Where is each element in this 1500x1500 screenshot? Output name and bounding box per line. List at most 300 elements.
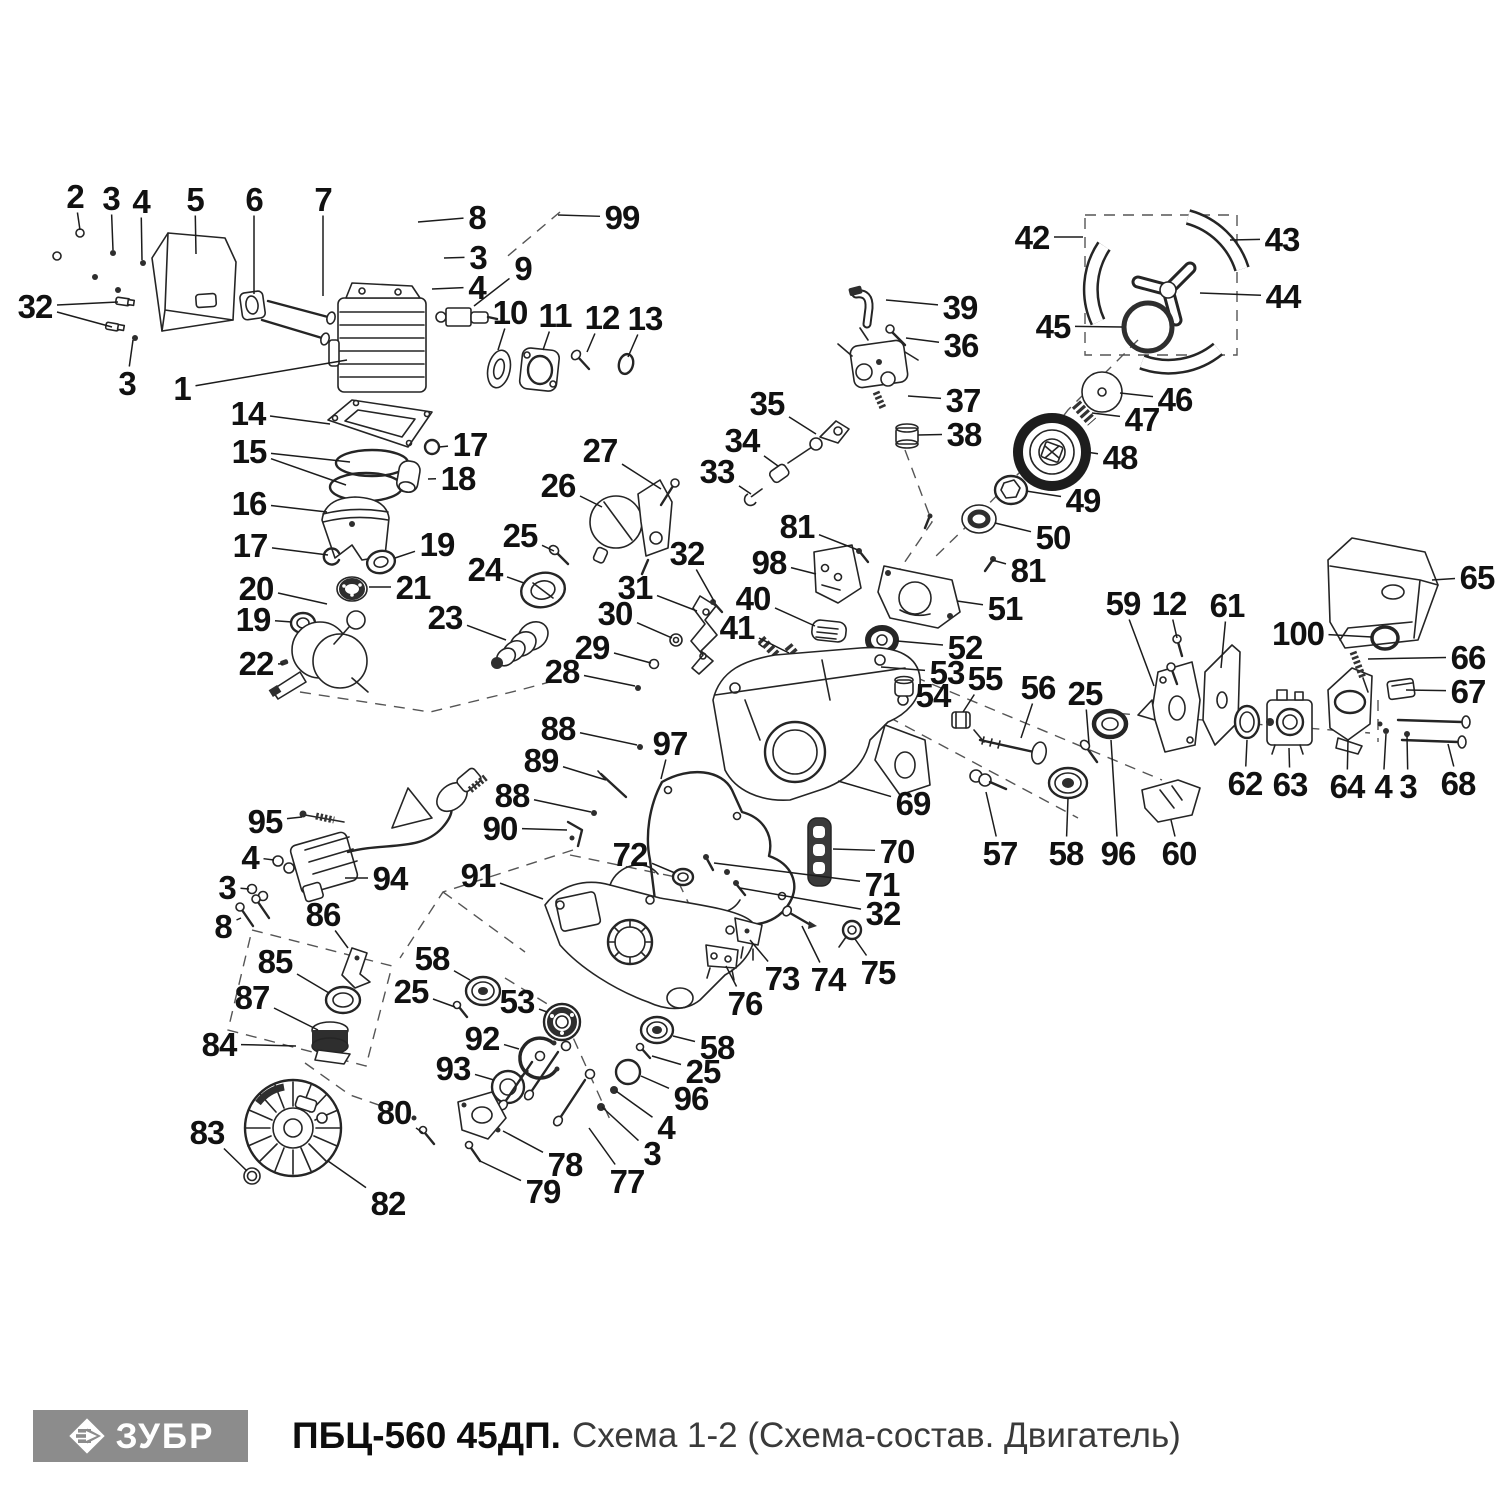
part-label-86: 86 <box>305 895 341 933</box>
part-bolt-12-top <box>570 349 589 369</box>
leader-line-34 <box>764 456 778 466</box>
leader-line-85 <box>297 974 329 993</box>
part-label-62: 62 <box>1227 764 1263 802</box>
part-label-25: 25 <box>502 516 538 554</box>
part-bearing-53B <box>544 1004 580 1040</box>
part-label-3: 3 <box>469 238 487 276</box>
leader-line-32 <box>57 302 118 305</box>
part-label-71: 71 <box>864 865 900 903</box>
part-label-58: 58 <box>1048 834 1084 872</box>
leader-line-68 <box>1448 744 1454 767</box>
part-label-98: 98 <box>751 543 787 581</box>
part-grommet-72 <box>673 869 693 885</box>
zubr-logo-icon <box>67 1416 107 1456</box>
part-bolt-56 <box>980 737 1048 765</box>
leader-line-45 <box>1075 326 1122 327</box>
part-ring-29 <box>650 660 659 669</box>
part-washer-85 <box>326 987 360 1013</box>
part-bolts-7 <box>262 301 336 346</box>
part-label-4: 4 <box>132 182 150 220</box>
footer <box>0 1395 1500 1500</box>
part-label-1: 1 <box>173 369 191 407</box>
leader-line-66 <box>1368 657 1446 659</box>
model-name: ПБЦ-560 45ДП. <box>292 1415 561 1456</box>
part-tensioner-31 <box>691 596 717 674</box>
part-label-26: 26 <box>540 466 576 504</box>
part-oiler-assembly-37 <box>838 328 918 408</box>
part-crankshaft-20 <box>269 611 368 699</box>
part-label-10: 10 <box>492 293 528 331</box>
leader-line-10 <box>498 329 505 351</box>
part-intake-boot-64 <box>1328 668 1372 754</box>
part-label-81: 81 <box>779 507 815 545</box>
part-head-gasket-14 <box>328 400 432 447</box>
leader-line-29 <box>614 653 651 663</box>
part-label-8: 8 <box>468 198 486 236</box>
part-pin-28 <box>635 685 641 691</box>
leader-line-3 <box>112 215 113 251</box>
part-label-8: 8 <box>214 907 232 945</box>
leader-line-25 <box>1086 710 1089 745</box>
part-label-53: 53 <box>499 982 535 1020</box>
leader-line-55 <box>963 695 974 713</box>
part-label-46: 46 <box>1157 380 1193 418</box>
part-label-3: 3 <box>218 868 236 906</box>
leader-line-27 <box>622 464 661 489</box>
leader-line-67 <box>1406 690 1446 691</box>
part-pins-88-89-90 <box>568 744 643 846</box>
leader-line-62 <box>1246 740 1247 767</box>
part-label-5: 5 <box>186 180 204 218</box>
part-label-34: 34 <box>724 421 760 459</box>
leader-line-3 <box>602 1107 639 1141</box>
leader-line-24 <box>507 577 524 583</box>
leader-line-4 <box>141 218 142 261</box>
leader-line-96 <box>641 1076 669 1088</box>
part-screw-80 <box>412 1116 435 1145</box>
leader-line-81 <box>992 560 1006 564</box>
part-label-64: 64 <box>1329 767 1365 805</box>
leader-line-28 <box>584 676 635 686</box>
part-label-78: 78 <box>547 1145 583 1183</box>
part-label-99: 99 <box>604 198 640 236</box>
part-label-51: 51 <box>987 589 1023 627</box>
leader-line-32 <box>57 312 112 327</box>
part-bolt-95 <box>300 811 345 823</box>
leader-line-4 <box>616 1091 653 1117</box>
part-label-50: 50 <box>1035 518 1071 556</box>
part-label-44: 44 <box>1265 277 1301 315</box>
leader-line-31 <box>657 596 697 611</box>
part-label-49: 49 <box>1065 481 1101 519</box>
leader-line-53 <box>539 1009 547 1012</box>
part-label-3: 3 <box>118 364 136 402</box>
part-label-2: 2 <box>66 177 84 215</box>
part-label-97: 97 <box>652 724 688 762</box>
part-label-87: 87 <box>234 978 270 1016</box>
part-label-35: 35 <box>749 384 785 422</box>
leader-line-3 <box>1407 736 1408 770</box>
leader-line-1 <box>196 360 348 386</box>
part-muffler-5 <box>152 233 236 331</box>
part-clutch-drum-48 <box>1018 418 1086 486</box>
part-label-94: 94 <box>372 859 408 897</box>
leader-line-20 <box>278 593 327 604</box>
part-label-20: 20 <box>238 569 274 607</box>
part-label-19: 19 <box>419 525 455 563</box>
part-washer-46 <box>1082 372 1122 412</box>
part-label-12: 12 <box>1151 584 1187 622</box>
leader-line-84 <box>241 1045 296 1046</box>
leader-line-4 <box>432 288 464 289</box>
part-label-75: 75 <box>860 953 896 991</box>
part-label-3: 3 <box>102 179 120 217</box>
part-key-22 <box>280 659 289 666</box>
part-clutch-spring-45 <box>1124 303 1172 351</box>
part-label-74: 74 <box>810 960 846 998</box>
part-label-31: 31 <box>617 568 653 606</box>
part-label-96: 96 <box>673 1079 709 1117</box>
part-label-55: 55 <box>967 659 1003 697</box>
part-label-17: 17 <box>232 526 268 564</box>
part-label-82: 82 <box>370 1184 406 1222</box>
part-plate-60 <box>1142 780 1200 822</box>
part-label-90: 90 <box>482 809 518 847</box>
part-wrist-pin-18 <box>395 459 421 493</box>
leader-line-91 <box>500 883 543 899</box>
leader-line-4 <box>1384 734 1386 770</box>
part-label-7: 7 <box>314 180 332 218</box>
part-label-58: 58 <box>414 939 450 977</box>
leader-line-93 <box>475 1074 494 1080</box>
part-switch-67 <box>1387 678 1415 699</box>
part-label-84: 84 <box>201 1025 237 1063</box>
leader-line-58 <box>454 971 470 980</box>
leader-line-52 <box>897 641 943 645</box>
part-label-83: 83 <box>189 1113 225 1151</box>
part-label-76: 76 <box>727 984 763 1022</box>
part-air-filter-cover-65 <box>1328 538 1438 648</box>
leader-line-33 <box>739 486 751 494</box>
part-label-48: 48 <box>1102 438 1138 476</box>
leader-line-32 <box>740 888 861 909</box>
leader-line-79 <box>480 1161 521 1181</box>
part-plate-40 <box>811 619 847 642</box>
part-piston-stop-87 <box>312 1022 350 1064</box>
schema-subtitle: Схема 1-2 (Схема-состав. Двигатель) <box>571 1416 1181 1455</box>
leader-line-95 <box>287 817 302 819</box>
part-label-30: 30 <box>597 594 633 632</box>
part-drum-washer-58a <box>1049 768 1087 798</box>
leader-line-37 <box>908 396 941 398</box>
part-label-13: 13 <box>627 299 663 337</box>
part-bolt-25L <box>454 1002 468 1018</box>
part-chain-plate-98 <box>814 545 861 603</box>
part-nut-55 <box>952 712 984 742</box>
part-screws-71-32b <box>703 854 745 895</box>
part-label-63: 63 <box>1272 765 1308 803</box>
part-label-18: 18 <box>440 459 476 497</box>
part-oil-pump-cover-51 <box>878 566 960 628</box>
leader-line-58 <box>1067 798 1068 837</box>
leader-line-8 <box>237 918 242 920</box>
part-label-96: 96 <box>1100 834 1136 872</box>
part-label-53: 53 <box>929 653 965 691</box>
leader-line-15 <box>271 459 346 485</box>
leader-line-19 <box>275 621 292 622</box>
leader-line-97 <box>661 760 666 780</box>
part-label-39: 39 <box>942 288 978 326</box>
leader-line-96 <box>1111 740 1117 837</box>
part-screw-79 <box>466 1142 481 1162</box>
leader-line-4 <box>264 859 275 860</box>
part-label-38: 38 <box>946 415 982 453</box>
part-label-25: 25 <box>393 972 429 1010</box>
part-label-92: 92 <box>464 1019 500 1057</box>
part-label-32: 32 <box>17 287 53 325</box>
leader-line-51 <box>957 601 983 605</box>
part-bearing-58R <box>641 1017 673 1043</box>
part-label-21: 21 <box>395 568 431 606</box>
zubr-logo <box>33 1410 248 1462</box>
part-label-61: 61 <box>1209 586 1245 624</box>
part-label-16: 16 <box>231 484 267 522</box>
part-bolt-25c <box>1079 739 1097 762</box>
part-label-65: 65 <box>1459 558 1495 596</box>
leader-line-17 <box>272 548 328 555</box>
part-label-4: 4 <box>468 268 486 306</box>
part-label-4: 4 <box>1374 767 1392 805</box>
part-circlip-17a <box>425 440 439 454</box>
part-label-9: 9 <box>514 249 532 287</box>
part-label-88: 88 <box>540 709 576 747</box>
part-purge-pump-26 <box>590 496 642 564</box>
pin-32a <box>116 297 135 306</box>
part-flywheel-82 <box>245 1080 341 1176</box>
part-label-15: 15 <box>231 432 267 470</box>
part-bolts-68 <box>1378 716 1471 748</box>
part-label-59: 59 <box>1105 584 1141 622</box>
leader-line-47 <box>1092 413 1120 416</box>
leader-line-43 <box>1230 239 1260 240</box>
part-label-12: 12 <box>584 298 620 336</box>
part-label-89: 89 <box>523 741 559 779</box>
part-label-40: 40 <box>735 579 771 617</box>
part-label-28: 28 <box>544 652 580 690</box>
part-seal-24 <box>518 569 568 611</box>
leader-line-23 <box>467 625 506 640</box>
leader-line-44 <box>1200 293 1261 295</box>
part-washer-10 <box>484 348 513 390</box>
part-throttle-rod-35 <box>745 421 849 505</box>
leader-line-16 <box>271 506 327 512</box>
part-gasket-6 <box>239 290 266 320</box>
leader-line-46 <box>1120 393 1153 397</box>
leader-line-17 <box>439 446 448 447</box>
leader-line-58 <box>673 1036 695 1042</box>
part-label-81: 81 <box>1010 551 1046 589</box>
part-label-69: 69 <box>895 784 931 822</box>
leader-line-87 <box>274 1008 318 1030</box>
part-label-67: 67 <box>1450 672 1486 710</box>
leader-line-12 <box>587 334 595 353</box>
leader-line-5 <box>195 216 196 255</box>
part-label-47: 47 <box>1124 400 1160 438</box>
part-label-36: 36 <box>943 326 979 364</box>
part-label-66: 66 <box>1450 638 1486 676</box>
part-label-6: 6 <box>245 180 263 218</box>
part-label-19: 19 <box>235 600 271 638</box>
part-label-60: 60 <box>1161 834 1197 872</box>
part-label-43: 43 <box>1264 220 1300 258</box>
leader-line-74 <box>802 926 820 963</box>
leader-line-98 <box>791 568 816 574</box>
part-worm-gear-57 <box>970 770 1006 789</box>
leader-line-50 <box>995 523 1031 532</box>
leader-line-40 <box>775 608 815 626</box>
part-washers-4L <box>273 856 294 873</box>
part-label-73: 73 <box>764 959 800 997</box>
leader-line-8 <box>418 218 464 222</box>
part-bolt-25a <box>548 544 568 564</box>
part-label-80: 80 <box>376 1093 412 1131</box>
leader-line-38 <box>918 434 942 435</box>
leader-line-41 <box>758 644 763 648</box>
part-label-56: 56 <box>1020 668 1056 706</box>
leader-line-63 <box>1289 748 1290 768</box>
part-label-25: 25 <box>1067 674 1103 712</box>
leader-line-86 <box>335 931 348 949</box>
part-elbow-39 <box>848 285 869 324</box>
part-spacer-30 <box>670 634 682 646</box>
part-piston-rings-15 <box>330 450 408 501</box>
part-ring-62 <box>1235 706 1259 738</box>
part-label-70: 70 <box>879 832 915 870</box>
leader-line-59 <box>1129 620 1154 687</box>
part-label-52: 52 <box>947 628 983 666</box>
part-crankcase-69 <box>713 648 930 801</box>
part-grommet-38 <box>896 424 918 448</box>
part-flange-11 <box>519 347 560 392</box>
part-cylinder-1 <box>329 283 426 392</box>
leader-line-14 <box>270 416 330 424</box>
leader-line-19 <box>395 551 415 558</box>
leader-line-3 <box>129 340 133 367</box>
leader-line-36 <box>906 338 939 342</box>
diagram-title <box>292 1410 1181 1462</box>
part-spark-plug-9 <box>436 308 497 326</box>
part-label-4: 4 <box>241 838 259 876</box>
part-label-32: 32 <box>865 894 901 932</box>
leader-line-3 <box>241 888 250 889</box>
brand-name: ЗУБР <box>115 1416 215 1456</box>
part-cap-54 <box>895 677 913 697</box>
part-label-58: 58 <box>699 1028 735 1066</box>
leader-line-82 <box>328 1161 366 1188</box>
part-label-14: 14 <box>230 394 266 432</box>
leader-line-90 <box>522 829 567 830</box>
part-label-33: 33 <box>699 452 735 490</box>
part-label-88: 88 <box>494 776 530 814</box>
part-label-4: 4 <box>657 1108 675 1146</box>
leader-line-92 <box>504 1045 519 1049</box>
leader-line-26 <box>580 496 602 507</box>
part-label-32: 32 <box>669 534 705 572</box>
part-label-42: 42 <box>1014 218 1050 256</box>
leader-line-2 <box>77 213 80 231</box>
leader-line-11 <box>543 332 549 351</box>
part-label-3: 3 <box>1399 767 1417 805</box>
part-label-27: 27 <box>582 431 618 469</box>
part-oring-13 <box>617 353 635 376</box>
leader-line-83 <box>224 1149 247 1172</box>
leader-line-88 <box>580 733 637 745</box>
part-label-25: 25 <box>685 1052 721 1090</box>
leader-line-30 <box>637 623 672 638</box>
leader-line-25 <box>652 1056 681 1065</box>
part-label-29: 29 <box>574 628 610 666</box>
part-label-85: 85 <box>257 942 293 980</box>
leader-line-25 <box>433 999 455 1007</box>
part-label-22: 22 <box>238 644 274 682</box>
part-label-68: 68 <box>1440 764 1476 802</box>
part-carburetor-63 <box>1266 690 1312 754</box>
part-label-24: 24 <box>467 550 503 588</box>
leader-line-77 <box>589 1128 615 1165</box>
part-bearing-21 <box>337 577 367 601</box>
part-label-23: 23 <box>427 598 463 636</box>
leader-line-35 <box>789 417 816 434</box>
part-label-91: 91 <box>460 856 496 894</box>
part-bearing-49 <box>995 476 1027 504</box>
part-label-57: 57 <box>982 834 1018 872</box>
part-label-45: 45 <box>1035 307 1071 345</box>
leader-line-64 <box>1347 740 1348 770</box>
leader-line-39 <box>886 300 938 305</box>
part-screw-74 <box>781 905 817 929</box>
part-label-54: 54 <box>915 676 951 714</box>
part-seal-96a <box>1094 711 1126 737</box>
part-washer-96B <box>616 1060 640 1084</box>
leader-line-78 <box>503 1131 543 1152</box>
part-label-72: 72 <box>612 835 648 873</box>
part-label-37: 37 <box>945 381 981 419</box>
part-label-11: 11 <box>538 296 572 334</box>
part-washer-50 <box>962 505 996 533</box>
leader-line-69 <box>838 781 891 797</box>
leader-line-99 <box>558 215 600 216</box>
leader-line-13 <box>628 335 638 358</box>
part-label-100: 100 <box>1271 614 1325 652</box>
part-bolt-25R <box>637 1044 651 1059</box>
part-label-79: 79 <box>525 1172 561 1210</box>
leader-line-70 <box>833 849 875 850</box>
leader-line-56 <box>1021 704 1033 739</box>
part-label-93: 93 <box>435 1049 471 1087</box>
leader-line-88 <box>534 800 591 812</box>
part-label-3: 3 <box>643 1134 661 1172</box>
leader-line-49 <box>1026 491 1061 497</box>
part-crankcase-91 <box>545 865 754 1009</box>
part-label-41: 41 <box>719 608 755 646</box>
part-label-95: 95 <box>247 802 283 840</box>
part-pump-housing-59 <box>1138 662 1200 752</box>
part-label-77: 77 <box>609 1162 645 1200</box>
part-bearing-58L <box>466 977 500 1005</box>
leader-line-3 <box>444 257 465 258</box>
part-label-17: 17 <box>452 425 488 463</box>
leader-line-57 <box>986 792 996 837</box>
